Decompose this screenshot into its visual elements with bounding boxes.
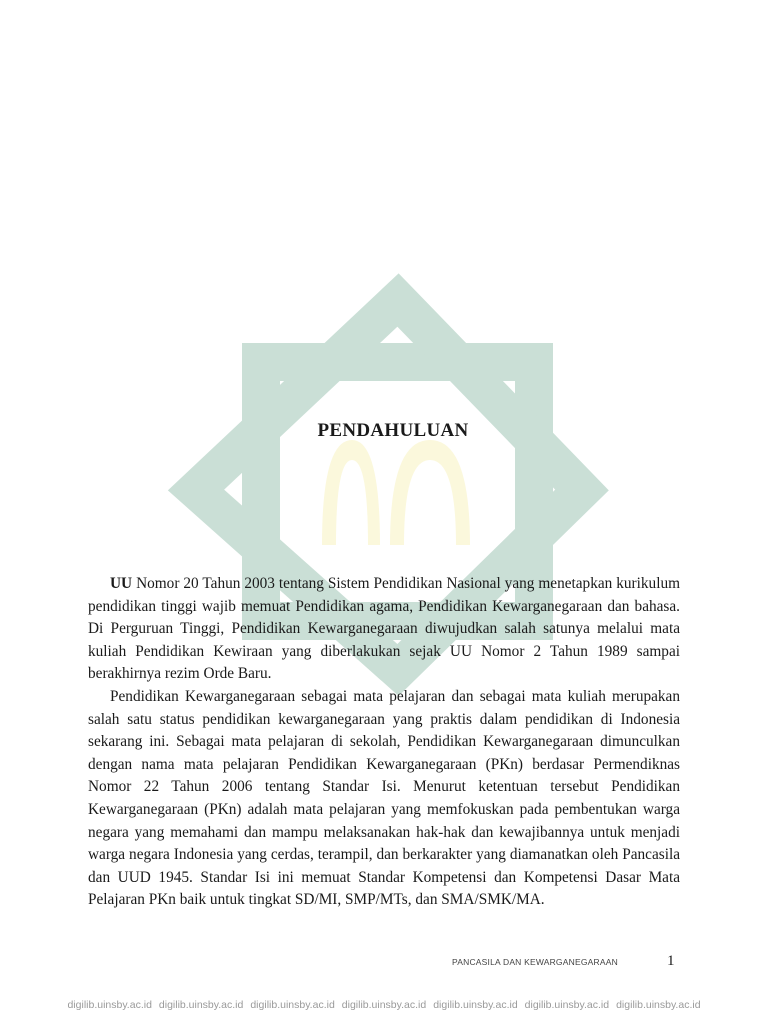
digilib-link: digilib.uinsby.ac.id bbox=[433, 999, 518, 1011]
running-footer-title: PANCASILA DAN KEWARGANEGARAAN bbox=[452, 957, 618, 967]
digilib-link: digilib.uinsby.ac.id bbox=[524, 999, 610, 1011]
digilib-link: digilib.uinsby.ac.id bbox=[158, 999, 244, 1011]
body-text bbox=[88, 573, 680, 912]
paragraph-text: Nomor 20 Tahun 2003 tentang Sistem Pendidikan Nasional yang menetapkan kurikulum pendidikan tinggi wajib memuat Pendidikan agama, Pendidikan Kewarganegaraan dan bahasa. Di Perguruan Tinggi, Pendidikan Kewarganegaraan diwujudkan salah satunya melalui mata kuliah Pendidikan Kewiraan yang diberlakukan sejak UU Nomor 2 Tahun 1989 sampai berakhirnya rezim Orde Baru. bbox=[88, 575, 680, 683]
digilib-footer-watermark bbox=[0, 999, 768, 1011]
page-number: 1 bbox=[667, 953, 675, 969]
digilib-link: digilib.uinsby.ac.id bbox=[67, 999, 152, 1011]
paragraph-lead: UU bbox=[110, 575, 133, 592]
digilib-link: digilib.uinsby.ac.id bbox=[341, 999, 427, 1011]
paragraph-2: Pendidikan Kewarganegaraan sebagai mata pelajaran dan sebagai mata kuliah merupakan salah satu status pendidikan kewarganegaraan yang praktis dalam pendidikan di Indonesia sekarang ini. Sebagai mata pelajaran di sekolah, Pendidikan Kewarganegaraan dimunculkan dengan nama mata pelajaran Pendidikan Kewarganegaraan (PKn) berdasar Permendiknas Nomor 22 Tahun 2006 tentang Standar Isi. Menurut ketentuan tersebut Pendidikan Kewarganegaraan (PKn) adalah mata pelajaran yang memfokuskan pada pembentukan warga negara yang memahami dan mampu melaksanakan hak-hak dan kewajibannya untuk menjadi warga negara Indonesia yang cerdas, terampil, dan berkarakter yang diamanatkan oleh Pancasila dan UUD 1945. Standar Isi ini memuat Standar Kompetensi dan Kompetensi Dasar Mata Pelajaran PKn baik untuk tingkat SD/MI, SMP/MTs, dan SMA/SMK/MA. bbox=[88, 687, 680, 909]
paragraph-1 bbox=[88, 573, 680, 686]
digilib-link: digilib.uinsby.ac.id bbox=[616, 999, 701, 1011]
chapter-title: PENDAHULUAN bbox=[317, 420, 469, 441]
digilib-link: digilib.uinsby.ac.id bbox=[250, 999, 335, 1011]
